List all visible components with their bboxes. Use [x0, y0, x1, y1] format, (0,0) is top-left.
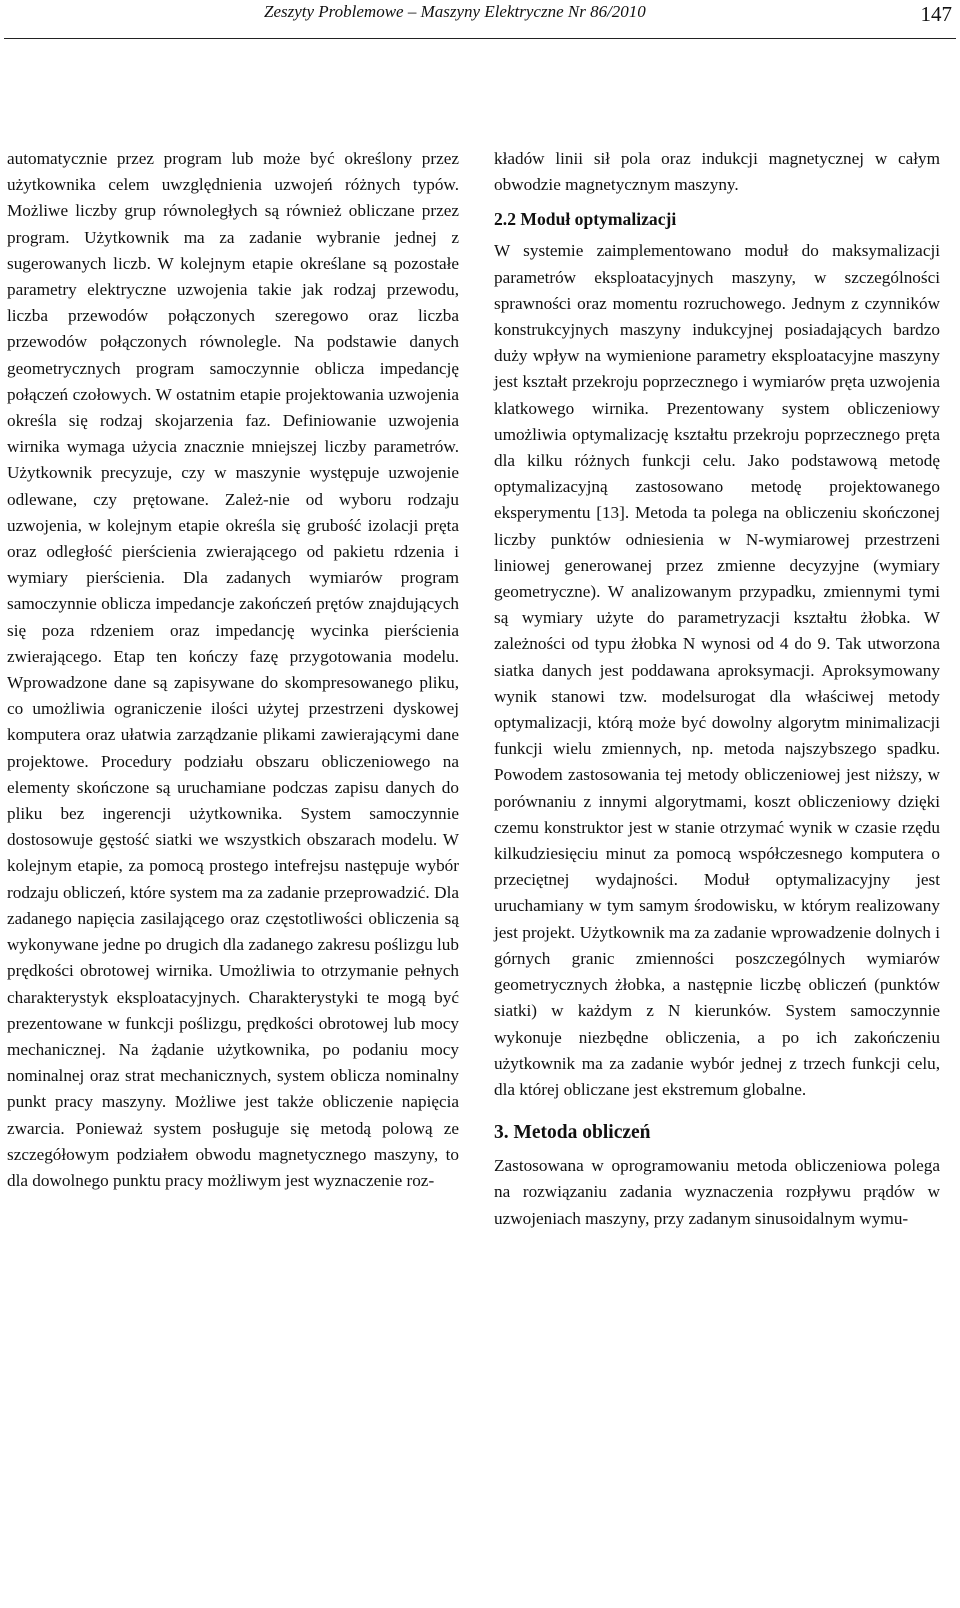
journal-title: Zeszyty Problemowe – Maszyny Elektryczne Nr 86/2010	[264, 2, 646, 21]
section-heading-calculation-method: 3. Metoda obliczeń	[494, 1122, 651, 1144]
optimization-module-paragraph: W systemie zaimplementowano moduł do maksymalizacji parametrów eksploatacyjnych maszyny, w szczególności sprawności oraz momentu rozruchowego. Jednym z czynników konstrukcyjnych maszyny indukcyjnej posiadających bardzo duży wpływ na wymienione parametry eksploatacyjne maszyny jest kształt przekroju poprzecznego i wymiarów pręta uzwojenia klatkowego wirnika. Prezentowany system obliczeniowy umożliwia optymalizację kształtu przekroju poprzecznego pręta dla kilku różnych funkcji celu. Jako podstawową metodę optymalizacyjną zastosowano metodę projektowanego eksperymentu [13]. Metoda ta polega na obliczeniu skończonej liczby punktów odniesienia w N-wymiarowej przestrzeni liniowej generowanej przez zmienne decyzyjne (wymiary geometryczne). W analizowanym przypadku, zmiennymi tymi są wymiary użyte do parametryzacji kształtu żłobka. W zależności od typu żłobka N wynosi od 4 do 9. Tak utworzona siatka danych jest poddawana aproksymacji. Aproksymowany wynik stanowi tzw. modelsurogat dla właściwej metody optymalizacji, którą może być dowolny algorytm minimalizacji funkcji wielu zmiennych, np. metoda najszybszego spadku. Powodem zastosowania tej metody obliczeniowej jest niższy, w porównaniu z innymi algorytmami, koszt obliczeniowy dzięki czemu konstruktor jest w stanie otrzymać wynik w czasie rzędu kilkudziesięciu minut za pomocą współczesnego komputera o przeciętnej wydajności. Moduł optymalizacyjny jest uruchamiany w tym samym środowisku, w którym realizowany jest projekt. Użytkownik ma za zadanie wprowadzenie dolnych i górnych granic zmienności poszczególnych wymiarów geometrycznych żłobka, a następnie liczbę obliczeń (punktów siatki) w każdym z N kierunków. System samoczynnie wykonuje niezbędne obliczenia, a po ich zakończeniu użytkownik ma za zadanie wybór jednej z trzech funkcji celu, dla której obliczane jest ekstremum globalne.	[494, 241, 940, 1099]
right-column	[494, 146, 940, 1232]
header-rule	[4, 38, 956, 39]
right-column-intro-paragraph: kładów linii sił pola oraz indukcji magnetycznej w całym obwodzie magnetycznym maszyny.	[494, 149, 940, 195]
page-number: 147	[920, 2, 952, 26]
left-column	[7, 146, 459, 1194]
left-column-paragraph: automatycznie przez program lub może być określony przez użytkownika celem uwzględnienia uzwojeń różnych typów. Możliwe liczby grup równoległych są również obliczane przez program. Użytkownik ma za zadanie wybranie jednej z sugerowanych liczb. W kolejnym etapie określane są pozostałe parametry elektryczne uzwojenia takie jak rodzaj przewodu, liczba przewodów połączonych szeregowo oraz liczba przewodów połączonych równolegle. Na podstawie danych geometrycznych program samoczynnie oblicza impedancję połączeń czołowych. W ostatnim etapie projektowania uzwojenia określa się rodzaj skojarzenia faz. Definiowanie uzwojenia wirnika wymaga użycia znacznie mniejszej liczby parametrów. Użytkownik precyzuje, czy w maszynie występuje uzwojenie odlewane, czy prętowane. Zależ-nie od wyboru rodzaju uzwojenia, w kolejnym etapie określa się grubość izolacji pręta oraz odległość pierścienia zwierającego od pakietu rdzenia i wymiary pierścienia. Dla zadanych wymiarów program samoczynnie oblicza impedancje zakończeń prętów znajdujących się poza rdzeniem oraz impedancję wycinka pierścienia zwierającego. Etap ten kończy fazę przygotowania modelu. Wprowadzone dane są zapisywane do skompresowanego pliku, co umożliwia ograniczenie ilości użytej przestrzeni dyskowej komputera oraz ułatwia zarządzanie plikami zawierającymi dane projektowe. Procedury podziału obszaru obliczeniowego na elementy skończone są uruchamiane podczas zapisu danych do pliku bez ingerencji użytkownika. System samoczynnie dostosowuje gęstość siatki we wszystkich obszarach modelu. W kolejnym etapie, za pomocą prostego intefrejsu następuje wybór rodzaju obliczeń, które system ma za zadanie przeprowadzić. Dla zadanego napięcia zasilającego oraz częstotliwości obliczenia są wykonywane jedne po drugich dla zadanego zakresu poślizgu lub prędkości obrotowej wirnika. Umożliwia to otrzymanie pełnych charakterystyk eksploatacyjnych. Charakterystyki te mogą być prezentowane w funkcji poślizgu, prędkości obrotowej lub mocy mechanicznej. Na żądanie użytkownika, po podaniu mocy nominalnej oraz strat mechanicznych, system oblicza nominalny punkt pracy maszyny. Możliwe jest także obliczenie napięcia zwarcia. Ponieważ system posługuje się metodą polową ze szczegółowym podziałem obwodu magnetycznego maszyny, to dla dowolnego punktu pracy możliwym jest wyznaczenie roz-	[7, 149, 459, 1190]
page-header	[0, 0, 960, 40]
calculation-method-paragraph: Zastosowana w oprogramowaniu metoda obliczeniowa polega na rozwiązaniu zadania wyznaczenia rozpływu prądów w uzwojeniach maszyny, przy zadanym sinusoidalnym wymu-	[494, 1156, 940, 1228]
section-heading-optimization-module: 2.2 Moduł optymalizacji	[494, 209, 677, 230]
